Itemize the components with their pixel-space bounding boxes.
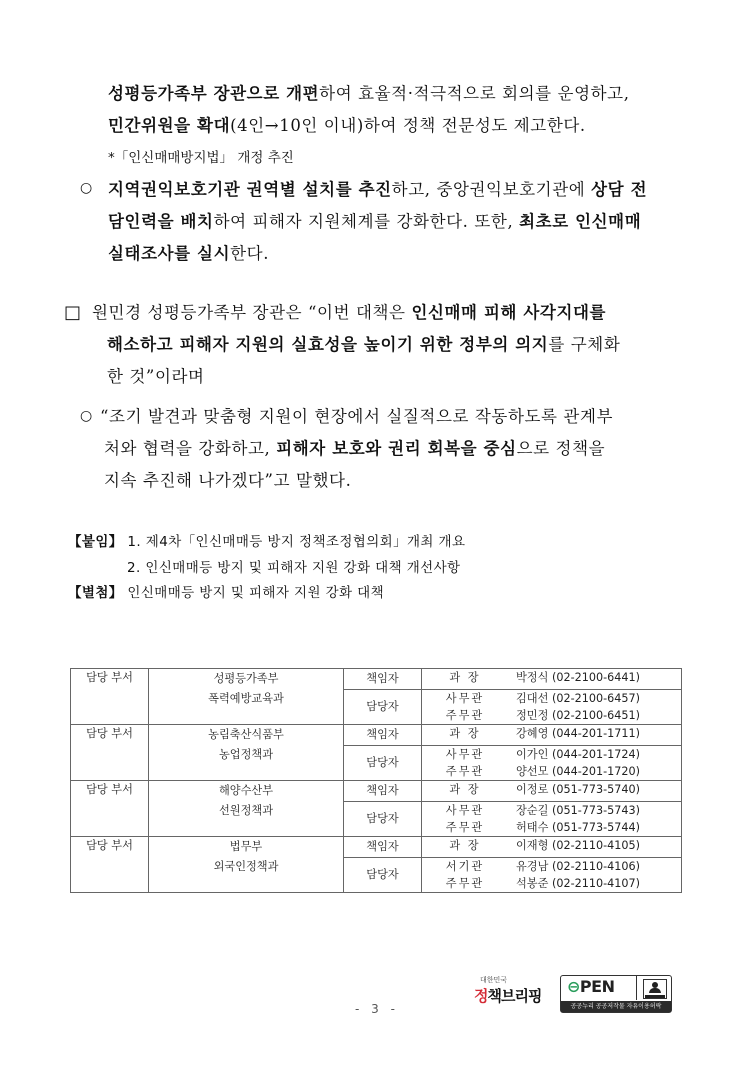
emphasis-text: 최초로 인신매매 <box>519 212 642 231</box>
role-staff: 담당자 <box>344 858 422 893</box>
contact-row-head <box>71 781 682 802</box>
emphasis-text: 실태조사를 실시 <box>108 244 231 263</box>
body-text: 하여 피해자 지원체계를 강화한다. 또한, <box>213 212 520 231</box>
appendix-label: 【붙임】 <box>68 534 123 550</box>
dept-label: 담당 부서 <box>71 837 149 893</box>
head-contact: 과 장 강혜영 (044-201-1711) <box>422 725 682 746</box>
emphasis-text: 담인력을 배치 <box>108 212 214 231</box>
role-head: 책임자 <box>344 781 422 802</box>
phone-number[interactable]: (044-201-1711) <box>551 727 640 740</box>
body-text: (4인→10인 이내)하여 정책 전문성도 제고한다. <box>230 116 586 135</box>
body-text: 지속 추진해 나가겠다”고 말했다. <box>104 471 352 490</box>
attribution-person-icon <box>643 979 667 999</box>
bullet-marker: ○ <box>80 408 93 424</box>
logo-small-text: 대한민국 <box>480 976 508 984</box>
staff-contacts: 서기관 유경남 (02-2110-4106) 주무관 석봉준 (02-2110-4107) <box>422 858 682 893</box>
body-text: 를 구체화 <box>548 335 621 354</box>
section-line-1 <box>92 297 620 329</box>
phone-number[interactable]: (051-773-5740) <box>551 783 640 796</box>
kogl-open-badge <box>560 975 672 1013</box>
phone-number[interactable]: (051-773-5743) <box>551 804 640 817</box>
body-text: “조기 발견과 맞춤형 지원이 현장에서 실질적으로 작동하도록 관계부 <box>100 407 614 426</box>
intro-line-1 <box>108 78 630 110</box>
dept-name: 성평등가족부 폭력예방교육과 <box>149 669 344 725</box>
contact-row-head <box>71 725 682 746</box>
role-head: 책임자 <box>344 837 422 858</box>
section-line-2 <box>92 329 620 361</box>
body-text: 하고, 중앙권익보호기관에 <box>391 180 592 199</box>
head-contact: 과 장 이재형 (02-2110-4105) <box>422 837 682 858</box>
emphasis-text: 피해자 보호와 권리 회복을 중심 <box>276 439 517 458</box>
appendix-line-2 <box>127 556 460 576</box>
staff-contacts: 사무관 이가인 (044-201-1724) 주무관 양선모 (044-201-1720) <box>422 746 682 781</box>
dept-label: 담당 부서 <box>71 669 149 725</box>
dept-name: 해양수산부 선원정책과 <box>149 781 344 837</box>
emphasis-text: 상담 전 <box>591 180 648 199</box>
phone-number[interactable]: (02-2110-4107) <box>551 877 640 890</box>
head-contact: 과 장 박정식 (02-2100-6441) <box>422 669 682 690</box>
bullet-marker: ○ <box>80 180 93 196</box>
policy-briefing-logo <box>474 975 552 1017</box>
phone-number[interactable]: (02-2100-6441) <box>551 671 640 684</box>
role-staff: 담당자 <box>344 746 422 781</box>
bullet2-line-1 <box>100 401 613 433</box>
appendix-item-1[interactable]: 1. 제4차「인신매매등 방지 정책조정협의회」개최 개요 <box>127 534 466 550</box>
body-text: 처와 협력을 강화하고, <box>104 439 277 458</box>
body-text: 한 것”이라며 <box>107 367 205 386</box>
separate-attachment-line <box>68 581 384 601</box>
emphasis-text: 해소하고 피해자 지원의 실효성을 높이기 위한 정부의 의지 <box>107 335 549 354</box>
contacts-table <box>70 668 682 893</box>
body-text: 한다. <box>230 244 270 263</box>
dept-label: 담당 부서 <box>71 725 149 781</box>
contact-row-head <box>71 669 682 690</box>
bullet2-line-3 <box>100 465 613 497</box>
role-head: 책임자 <box>344 725 422 746</box>
bullet1-line-3 <box>108 238 647 270</box>
dept-name: 농림축산식품부 농업정책과 <box>149 725 344 781</box>
body-text: 으로 정책을 <box>516 439 606 458</box>
emphasis-text: 성평등가족부 장관으로 개편 <box>108 84 320 103</box>
section-paragraph <box>92 297 620 393</box>
separate-label: 【별첨】 <box>68 585 123 601</box>
bullet1-line-1 <box>108 174 647 206</box>
contact-row-head <box>71 837 682 858</box>
bullet-paragraph-1 <box>108 174 647 270</box>
phone-number[interactable]: (044-201-1724) <box>551 748 640 761</box>
role-head: 책임자 <box>344 669 422 690</box>
phone-number[interactable]: (02-2110-4106) <box>551 860 640 873</box>
bullet1-line-2 <box>108 206 647 238</box>
emphasis-text: 민간위원을 확대 <box>108 116 231 135</box>
role-staff: 담당자 <box>344 802 422 837</box>
page-number: - 3 - <box>355 1002 399 1016</box>
section-marker-square: □ <box>64 302 82 323</box>
phone-number[interactable]: (02-2100-6457) <box>551 692 640 705</box>
appendix-item-2[interactable]: 2. 인신매매등 방지 및 피해자 지원 강화 대책 개선사항 <box>127 560 461 576</box>
staff-contacts: 사무관 김대선 (02-2100-6457) 주무관 정민정 (02-2100-6451) <box>422 690 682 725</box>
staff-contacts: 사무관 장순길 (051-773-5743) 주무관 허태수 (051-773-5744) <box>422 802 682 837</box>
body-text: 하여 효율적·적극적으로 회의를 운영하고, <box>319 84 630 103</box>
emphasis-text: 인신매매 피해 사각지대를 <box>411 303 607 322</box>
intro-line-2 <box>108 110 630 142</box>
intro-continuation <box>108 78 630 142</box>
logo-big-text: 정책브리핑 <box>474 987 542 1005</box>
body-text: 원민경 성평등가족부 장관은 “이번 대책은 <box>92 303 412 322</box>
open-text: ⊖PEN <box>567 977 615 996</box>
emphasis-text: 지역권익보호기관 권역별 설치를 추진 <box>108 180 392 199</box>
badge-divider <box>636 976 637 1000</box>
separate-item[interactable]: 인신매매등 방지 및 피해자 지원 강화 대책 <box>127 585 385 601</box>
phone-number[interactable]: (02-2110-4105) <box>551 839 640 852</box>
phone-number[interactable]: (051-773-5744) <box>551 821 640 834</box>
bullet-paragraph-2 <box>100 401 613 497</box>
bullet2-line-2 <box>100 433 613 465</box>
role-staff: 담당자 <box>344 690 422 725</box>
dept-name: 법무부 외국인정책과 <box>149 837 344 893</box>
kogl-bottom-text: 공공누리 공공저작물 자유이용허락 <box>561 1001 671 1012</box>
head-contact: 과 장 이정로 (051-773-5740) <box>422 781 682 802</box>
phone-number[interactable]: (044-201-1720) <box>551 765 640 778</box>
dept-label: 담당 부서 <box>71 781 149 837</box>
footnote: *「인신매매방지법」 개정 추진 <box>108 150 294 166</box>
phone-number[interactable]: (02-2100-6451) <box>551 709 640 722</box>
appendix-line-1 <box>68 530 465 550</box>
section-line-3 <box>92 361 620 393</box>
